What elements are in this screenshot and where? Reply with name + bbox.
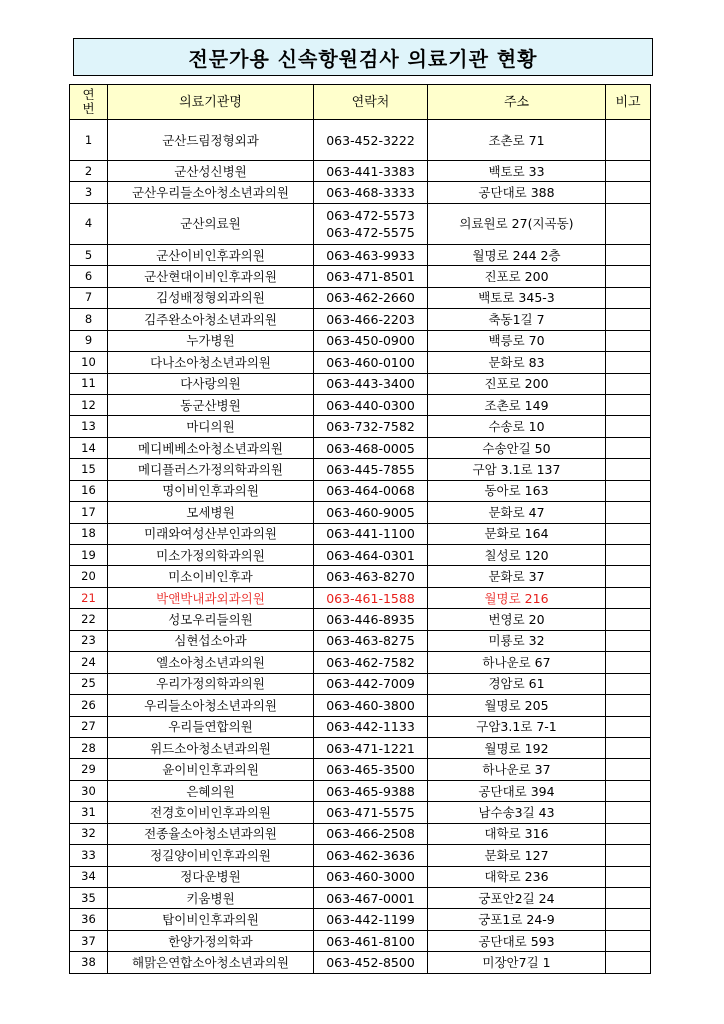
row-number: 5	[70, 244, 108, 265]
table-row	[70, 909, 651, 930]
row-phone	[314, 630, 428, 651]
row-phone	[314, 802, 428, 823]
row-phone-number: 063-461-1588	[326, 590, 415, 606]
row-phone	[314, 330, 428, 351]
row-phone-number: 063-443-3400	[326, 376, 415, 392]
row-note	[606, 695, 651, 716]
row-phone-number: 063-471-5575	[326, 804, 415, 820]
table-row	[70, 930, 651, 951]
row-name: 위드소아청소년과의원	[108, 737, 314, 758]
row-name: 군산우리들소아청소년과의원	[108, 182, 314, 203]
table-row	[70, 244, 651, 265]
row-name: 우리가정의학과의원	[108, 673, 314, 694]
row-phone	[314, 952, 428, 973]
row-phone-number: 063-441-1100	[326, 526, 415, 542]
row-name: 미소가정의학과의원	[108, 545, 314, 566]
row-number: 9	[70, 330, 108, 351]
row-name: 심현섭소아과	[108, 630, 314, 651]
row-note	[606, 545, 651, 566]
row-note	[606, 330, 651, 351]
row-number: 1	[70, 120, 108, 161]
header-number-line1: 연	[82, 87, 95, 102]
row-name: 엘소아청소년과의원	[108, 652, 314, 673]
row-name: 군산이비인후과의원	[108, 244, 314, 265]
row-number: 14	[70, 437, 108, 458]
table-row	[70, 287, 651, 308]
row-name: 군산드림정형외과	[108, 120, 314, 161]
row-note	[606, 244, 651, 265]
row-phone	[314, 287, 428, 308]
row-number: 26	[70, 695, 108, 716]
row-number: 11	[70, 373, 108, 394]
row-note	[606, 780, 651, 801]
row-address: 월명로 244 2층	[428, 244, 606, 265]
row-phone	[314, 673, 428, 694]
row-phone	[314, 888, 428, 909]
row-name: 박앤박내과외과의원	[108, 587, 314, 608]
table-row	[70, 587, 651, 608]
row-phone-number: 063-460-0100	[326, 354, 415, 370]
row-note	[606, 737, 651, 758]
row-phone	[314, 120, 428, 161]
row-number: 29	[70, 759, 108, 780]
row-phone	[314, 695, 428, 716]
row-phone	[314, 652, 428, 673]
row-number: 2	[70, 161, 108, 182]
row-number: 24	[70, 652, 108, 673]
row-number: 38	[70, 952, 108, 973]
row-address: 백토로 33	[428, 161, 606, 182]
row-phone	[314, 502, 428, 523]
row-phone	[314, 161, 428, 182]
row-address: 수송로 10	[428, 416, 606, 437]
row-phone-number: 063-463-8275	[326, 633, 415, 649]
row-phone-number: 063-460-3000	[326, 869, 415, 885]
row-phone-number: 063-472-5575	[326, 224, 415, 240]
row-phone-number: 063-466-2203	[326, 311, 415, 327]
row-number: 37	[70, 930, 108, 951]
row-number: 31	[70, 802, 108, 823]
row-note	[606, 845, 651, 866]
row-name: 미소이비인후과	[108, 566, 314, 587]
row-name: 메디플러스가정의학과의원	[108, 459, 314, 480]
table-row	[70, 695, 651, 716]
row-phone-number: 063-471-1221	[326, 740, 415, 756]
row-address: 경암로 61	[428, 673, 606, 694]
row-phone-number: 063-463-8270	[326, 569, 415, 585]
row-number: 18	[70, 523, 108, 544]
row-name: 해맑은연합소아청소년과의원	[108, 952, 314, 973]
row-name: 메디베베소아청소년과의원	[108, 437, 314, 458]
row-address: 미룡로 32	[428, 630, 606, 651]
row-name: 성모우리들의원	[108, 609, 314, 630]
header-address: 주소	[428, 85, 606, 120]
row-phone-number: 063-452-8500	[326, 955, 415, 971]
table-row	[70, 182, 651, 203]
row-note	[606, 182, 651, 203]
row-name: 정길양이비인후과의원	[108, 845, 314, 866]
row-phone	[314, 203, 428, 244]
row-phone-number: 063-452-3222	[326, 132, 415, 148]
row-note	[606, 394, 651, 415]
table-row	[70, 373, 651, 394]
row-number: 3	[70, 182, 108, 203]
row-note	[606, 480, 651, 501]
row-phone-number: 063-732-7582	[326, 419, 415, 435]
row-phone	[314, 416, 428, 437]
row-address: 진포로 200	[428, 373, 606, 394]
row-address: 대학로 236	[428, 866, 606, 887]
row-name: 은혜의원	[108, 780, 314, 801]
row-phone-number: 063-440-0300	[326, 397, 415, 413]
row-phone-number: 063-442-7009	[326, 676, 415, 692]
row-note	[606, 566, 651, 587]
table-row	[70, 416, 651, 437]
row-number: 6	[70, 266, 108, 287]
row-name: 다나소아청소년과의원	[108, 352, 314, 373]
row-phone	[314, 266, 428, 287]
row-name: 우리들소아청소년과의원	[108, 695, 314, 716]
row-address: 대학로 316	[428, 823, 606, 844]
table-row	[70, 673, 651, 694]
row-name: 군산현대이비인후과의원	[108, 266, 314, 287]
row-phone	[314, 780, 428, 801]
row-address: 하나운로 37	[428, 759, 606, 780]
row-name: 군산의료원	[108, 203, 314, 244]
row-address: 문화로 47	[428, 502, 606, 523]
row-address: 문화로 83	[428, 352, 606, 373]
row-address: 문화로 164	[428, 523, 606, 544]
row-address: 궁포안2길 24	[428, 888, 606, 909]
row-address: 월명로 192	[428, 737, 606, 758]
header-number	[70, 85, 108, 120]
row-note	[606, 502, 651, 523]
row-phone-number: 063-465-3500	[326, 762, 415, 778]
page-title: 전문가용 신속항원검사 의료기관 현황	[73, 38, 653, 76]
row-note	[606, 716, 651, 737]
table-row	[70, 845, 651, 866]
row-note	[606, 652, 651, 673]
row-note	[606, 203, 651, 244]
row-phone	[314, 759, 428, 780]
row-note	[606, 120, 651, 161]
row-note	[606, 630, 651, 651]
row-number: 21	[70, 587, 108, 608]
table-row	[70, 309, 651, 330]
row-note	[606, 523, 651, 544]
table-row	[70, 480, 651, 501]
table-row	[70, 737, 651, 758]
row-number: 16	[70, 480, 108, 501]
table-row	[70, 545, 651, 566]
row-name: 전경호이비인후과의원	[108, 802, 314, 823]
table-row	[70, 823, 651, 844]
header-note: 비고	[606, 85, 651, 120]
row-phone	[314, 182, 428, 203]
table-row	[70, 952, 651, 973]
row-phone-number: 063-462-7582	[326, 654, 415, 670]
row-number: 25	[70, 673, 108, 694]
row-name: 김성배정형외과의원	[108, 287, 314, 308]
row-name: 미래와여성산부인과의원	[108, 523, 314, 544]
row-number: 23	[70, 630, 108, 651]
table-row	[70, 161, 651, 182]
row-note	[606, 309, 651, 330]
row-note	[606, 373, 651, 394]
row-number: 32	[70, 823, 108, 844]
row-address: 조촌로 149	[428, 394, 606, 415]
row-address: 남수송3길 43	[428, 802, 606, 823]
row-phone-number: 063-445-7855	[326, 461, 415, 477]
row-name: 모세병원	[108, 502, 314, 523]
table-row	[70, 330, 651, 351]
row-phone	[314, 866, 428, 887]
table-row	[70, 394, 651, 415]
row-address: 의료원로 27(지곡동)	[428, 203, 606, 244]
table-row	[70, 266, 651, 287]
header-name: 의료기관명	[108, 85, 314, 120]
table-row	[70, 459, 651, 480]
row-address: 공단대로 593	[428, 930, 606, 951]
row-note	[606, 952, 651, 973]
row-address: 진포로 200	[428, 266, 606, 287]
row-address: 월명로 205	[428, 695, 606, 716]
table-body	[70, 120, 651, 974]
row-number: 7	[70, 287, 108, 308]
row-number: 19	[70, 545, 108, 566]
row-address: 구암3.1로 7-1	[428, 716, 606, 737]
row-address: 하나운로 67	[428, 652, 606, 673]
row-phone-number: 063-472-5573	[326, 207, 415, 223]
row-phone	[314, 480, 428, 501]
row-phone-number: 063-461-8100	[326, 933, 415, 949]
row-number: 28	[70, 737, 108, 758]
row-phone-number: 063-442-1199	[326, 912, 415, 928]
row-phone	[314, 394, 428, 415]
row-phone-number: 063-442-1133	[326, 719, 415, 735]
row-phone	[314, 373, 428, 394]
row-address: 백릉로 70	[428, 330, 606, 351]
row-note	[606, 930, 651, 951]
row-phone	[314, 437, 428, 458]
row-note	[606, 609, 651, 630]
row-address: 구암 3.1로 137	[428, 459, 606, 480]
row-phone	[314, 930, 428, 951]
row-name: 키움병원	[108, 888, 314, 909]
row-note	[606, 888, 651, 909]
row-phone	[314, 587, 428, 608]
row-address: 백토로 345-3	[428, 287, 606, 308]
table-row	[70, 866, 651, 887]
row-phone-number: 063-466-2508	[326, 826, 415, 842]
row-address: 수송안길 50	[428, 437, 606, 458]
row-number: 17	[70, 502, 108, 523]
row-phone-number: 063-471-8501	[326, 269, 415, 285]
row-address: 미장안7길 1	[428, 952, 606, 973]
row-phone	[314, 545, 428, 566]
row-phone	[314, 823, 428, 844]
table-row	[70, 523, 651, 544]
row-number: 4	[70, 203, 108, 244]
table-row	[70, 888, 651, 909]
row-address: 궁포1로 24-9	[428, 909, 606, 930]
row-phone-number: 063-468-3333	[326, 185, 415, 201]
row-name: 김주완소아청소년과의원	[108, 309, 314, 330]
row-phone-number: 063-468-0005	[326, 440, 415, 456]
row-name: 군산성신병원	[108, 161, 314, 182]
row-name: 마디의원	[108, 416, 314, 437]
row-address: 공단대로 394	[428, 780, 606, 801]
row-address: 축동1길 7	[428, 309, 606, 330]
row-note	[606, 352, 651, 373]
table-row	[70, 802, 651, 823]
table-row	[70, 566, 651, 587]
row-number: 8	[70, 309, 108, 330]
row-note	[606, 161, 651, 182]
row-number: 36	[70, 909, 108, 930]
row-note	[606, 866, 651, 887]
row-name: 탑이비인후과의원	[108, 909, 314, 930]
row-phone	[314, 244, 428, 265]
table-row	[70, 780, 651, 801]
row-note	[606, 416, 651, 437]
row-note	[606, 673, 651, 694]
row-phone	[314, 909, 428, 930]
table-row	[70, 437, 651, 458]
row-number: 15	[70, 459, 108, 480]
row-address: 칠성로 120	[428, 545, 606, 566]
row-note	[606, 759, 651, 780]
table-header-row	[70, 85, 651, 120]
hospital-table	[69, 84, 651, 974]
row-name: 명이비인후과의원	[108, 480, 314, 501]
row-name: 전종율소아청소년과의원	[108, 823, 314, 844]
table-row	[70, 630, 651, 651]
row-note	[606, 287, 651, 308]
row-name: 정다운병원	[108, 866, 314, 887]
row-name: 누가병원	[108, 330, 314, 351]
row-number: 22	[70, 609, 108, 630]
table-row	[70, 352, 651, 373]
row-phone-number: 063-465-9388	[326, 783, 415, 799]
row-address: 문화로 37	[428, 566, 606, 587]
row-phone	[314, 566, 428, 587]
row-phone-number: 063-450-0900	[326, 333, 415, 349]
row-phone	[314, 459, 428, 480]
row-note	[606, 823, 651, 844]
row-phone	[314, 609, 428, 630]
row-phone-number: 063-464-0068	[326, 483, 415, 499]
row-number: 27	[70, 716, 108, 737]
row-phone-number: 063-467-0001	[326, 890, 415, 906]
row-address: 번영로 20	[428, 609, 606, 630]
table-row	[70, 203, 651, 244]
table-row	[70, 120, 651, 161]
row-number: 30	[70, 780, 108, 801]
table-row	[70, 759, 651, 780]
row-number: 34	[70, 866, 108, 887]
row-phone	[314, 523, 428, 544]
table-row	[70, 652, 651, 673]
row-phone-number: 063-460-3800	[326, 697, 415, 713]
header-number-line2: 번	[82, 101, 95, 116]
row-phone-number: 063-441-3383	[326, 163, 415, 179]
row-phone-number: 063-446-8935	[326, 612, 415, 628]
row-phone	[314, 737, 428, 758]
table-row	[70, 502, 651, 523]
row-name: 동군산병원	[108, 394, 314, 415]
row-name: 우리들연합의원	[108, 716, 314, 737]
row-address: 월명로 216	[428, 587, 606, 608]
row-phone-number: 063-462-2660	[326, 290, 415, 306]
row-number: 20	[70, 566, 108, 587]
row-phone	[314, 716, 428, 737]
row-note	[606, 437, 651, 458]
row-phone	[314, 845, 428, 866]
row-note	[606, 459, 651, 480]
row-number: 12	[70, 394, 108, 415]
row-name: 한양가정의학과	[108, 930, 314, 951]
table-row	[70, 609, 651, 630]
row-note	[606, 266, 651, 287]
row-note	[606, 909, 651, 930]
table-row	[70, 716, 651, 737]
row-address: 공단대로 388	[428, 182, 606, 203]
row-phone	[314, 352, 428, 373]
row-number: 33	[70, 845, 108, 866]
row-number: 13	[70, 416, 108, 437]
row-address: 문화로 127	[428, 845, 606, 866]
row-phone	[314, 309, 428, 330]
row-name: 윤이비인후과의원	[108, 759, 314, 780]
row-phone-number: 063-460-9005	[326, 504, 415, 520]
row-number: 35	[70, 888, 108, 909]
row-address: 동아로 163	[428, 480, 606, 501]
row-phone-number: 063-464-0301	[326, 547, 415, 563]
row-note	[606, 587, 651, 608]
row-address: 조촌로 71	[428, 120, 606, 161]
row-phone-number: 063-463-9933	[326, 247, 415, 263]
header-phone: 연락처	[314, 85, 428, 120]
row-name: 다사랑의원	[108, 373, 314, 394]
row-note	[606, 802, 651, 823]
row-phone-number: 063-462-3636	[326, 847, 415, 863]
row-number: 10	[70, 352, 108, 373]
